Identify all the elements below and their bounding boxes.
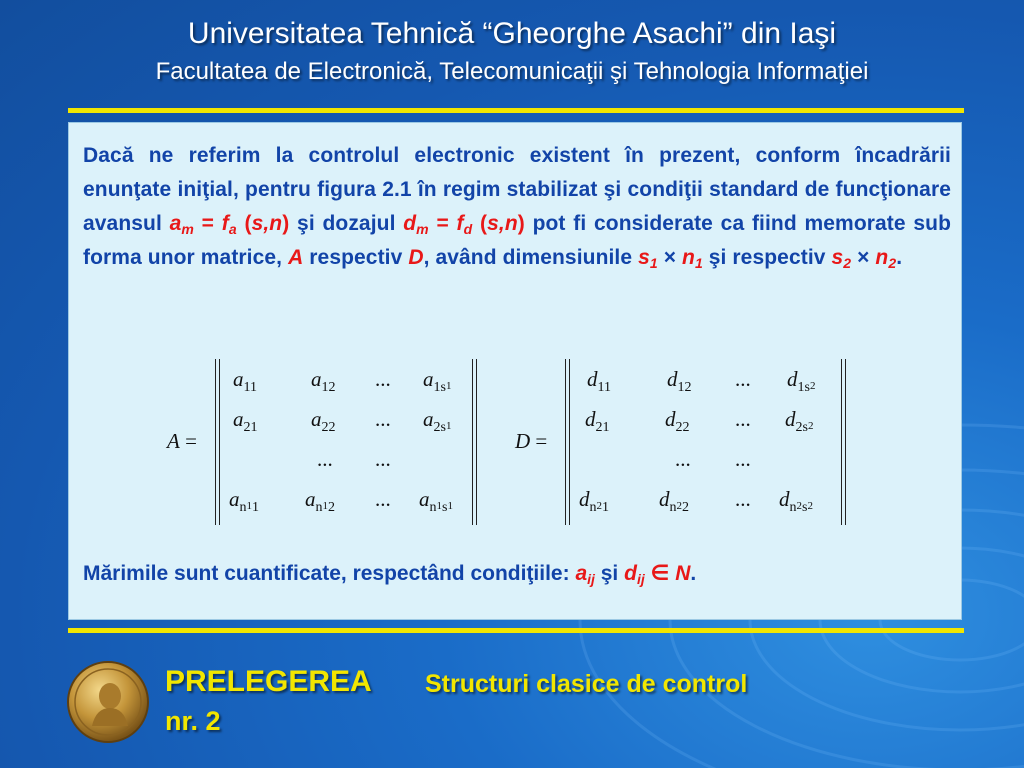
matrix-d-cell: $d_{2s}2$ <box>785 407 814 435</box>
matrix-a-cell: $a_{1s}1$ <box>423 367 452 395</box>
matrix-a-cell: $a_{11}$ <box>233 367 257 395</box>
matrix-a-cell: $a_{2s}1$ <box>423 407 452 435</box>
matrix-d-cell: $d_n2_1$ <box>579 487 609 515</box>
matrix-d-cell: $d_{12}$ <box>667 367 692 395</box>
matrix-a-cell: $a_{12}$ <box>311 367 336 395</box>
matrix-a-ellipsis: ... <box>375 407 391 431</box>
matrix-a-cell: $a_n1_s1$ <box>419 487 453 515</box>
matrix-d-ellipsis: ... <box>735 367 751 391</box>
bottom-divider <box>68 628 964 633</box>
matrix-a-cell: $a_n1_1$ <box>229 487 259 515</box>
conditions-paragraph: Mărimile sunt cuantificate, respectând condiţiile: $a_{ij}$ şi $d_{ij}$ ∈ N. <box>83 562 697 587</box>
lecture-number: nr. 2 <box>165 706 221 736</box>
matrix-d-right-bar <box>841 359 846 525</box>
matrix-a-right-bar <box>472 359 477 525</box>
matrix-a-ellipsis: ... <box>375 367 391 391</box>
matrix-d-ellipsis: ... <box>675 447 691 471</box>
matrix-d-cell: $d_{21}$ <box>585 407 610 435</box>
matrix-a-ellipsis: ... <box>375 447 391 471</box>
faculty-title: Facultatea de Electronică, Telecomunicaţii şi Tehnologia Informaţiei <box>155 58 869 85</box>
matrix-a-left-bar <box>215 359 220 525</box>
matrix-d-ellipsis: ... <box>735 407 751 431</box>
matrix-a-ellipsis: ... <box>317 447 333 471</box>
top-divider <box>68 108 964 113</box>
lecture-title: Structuri clasice de control <box>425 670 748 698</box>
content-panel <box>68 122 962 620</box>
matrix-a-cell: $a_{22}$ <box>311 407 336 435</box>
matrix-d-cell: $d_n2_s2$ <box>779 487 813 515</box>
matrix-d-left-bar <box>565 359 570 525</box>
lecture-label: PRELEGEREA <box>165 665 372 698</box>
matrix-d-ellipsis: ... <box>735 487 751 511</box>
matrix-d-cell: $d_{22}$ <box>665 407 690 435</box>
matrix-a-cell: $a_n1_2$ <box>305 487 335 515</box>
matrix-a <box>167 359 487 525</box>
university-medal-logo <box>66 660 150 744</box>
matrix-a-label: A = <box>167 429 197 453</box>
matrix-d-ellipsis: ... <box>735 447 751 471</box>
matrix-a-ellipsis: ... <box>375 487 391 511</box>
matrix-d-cell: $d_{11}$ <box>587 367 611 395</box>
matrix-a-cell: $a_{21}$ <box>233 407 258 435</box>
university-title: Universitatea Tehnică “Gheorghe Asachi” din Iaşi <box>187 17 837 50</box>
matrix-d-label: D = <box>515 429 548 453</box>
matrix-d-cell: $d_n2_2$ <box>659 487 689 515</box>
matrix-d <box>515 359 855 525</box>
intro-paragraph: Dacă ne referim la controlul electronic existent în prezent, conform încadrării enunţate iniţial, pentru figura 2.1 în regim stabilizat şi condiţii standard de funcţionare avansul $a_m = f_a$ (s,n) şi dozajul $d_m = f_d$ (s,n) pot fi considerate ca fiind memorate sub forma unor matrice, A respectiv D, având dimensiunile $s_1 \times n_1$ şi respectiv $s_2 \times n_2$. <box>83 144 952 271</box>
matrix-d-cell: $d_{1s}2$ <box>787 367 816 395</box>
